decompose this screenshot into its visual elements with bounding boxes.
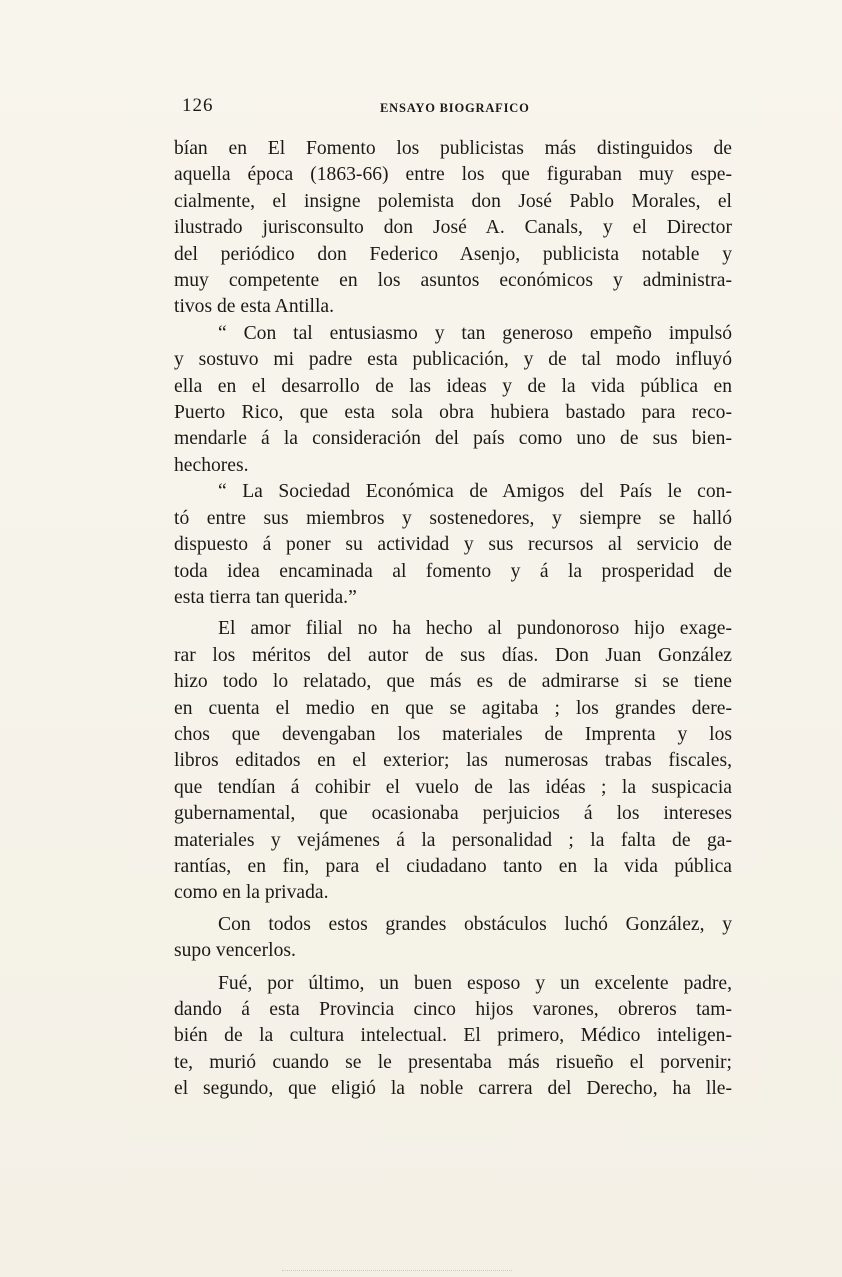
text-line: que tendían á cohibir el vuelo de las idéas ; la suspicacia (174, 776, 732, 798)
paragraph-5 (174, 912, 732, 965)
running-head: ENSAYO BIOGRAFICO (380, 101, 530, 115)
paragraph-1 (174, 136, 732, 321)
text-line: bién de la cultura intelectual. El primero, Médico inteligen- (174, 1025, 732, 1047)
text-line: aquella época (1863-66) entre los que figuraban muy espe- (174, 164, 732, 186)
text-line: materiales y vejámenes á la personalidad ; la falta de ga- (174, 829, 732, 851)
text-line: “ Con tal entusiasmo y tan generoso empeño impulsó (218, 322, 732, 344)
paragraph-4 (174, 616, 732, 906)
text-line: El amor filial no ha hecho al pundonoroso hijo exage- (218, 618, 732, 640)
text-line: hechores. (174, 454, 249, 476)
text-line: libros editados en el exterior; las numerosas trabas fiscales, (174, 750, 732, 772)
paragraph-6 (174, 971, 732, 1103)
text-line: muy competente en los asuntos económicos y administra- (174, 270, 732, 292)
text-line: bían en El Fomento los publicistas más distinguidos de (174, 138, 732, 159)
text-line: Con todos estos grandes obstáculos luchó González, y (218, 913, 732, 935)
text-line: dando á esta Provincia cinco hijos varones, obreros tam- (174, 999, 732, 1020)
text-line: toda idea encaminada al fomento y á la prosperidad de (174, 560, 732, 582)
page-number: 126 (182, 95, 214, 116)
text-line: rantías, en fin, para el ciudadano tanto en la vida pública (174, 855, 732, 877)
text-line: del periódico don Federico Asenjo, publicista notable y (174, 243, 732, 265)
page-header (174, 95, 732, 121)
text-line: cialmente, el insigne polemista don José Pablo Morales, el (174, 190, 732, 212)
text-line: tivos de esta Antilla. (174, 296, 334, 318)
text-line: ilustrado jurisconsulto don José A. Canals, y el Director (174, 217, 732, 239)
text-line: “ La Sociedad Económica de Amigos del País le con- (218, 481, 732, 503)
text-line: Puerto Rico, que esta sola obra hubiera bastado para reco- (174, 402, 732, 424)
text-line: Fué, por último, un buen esposo y un excelente padre, (218, 972, 732, 994)
text-line: el segundo, que eligió la noble carrera del Derecho, ha lle- (174, 1078, 732, 1100)
page-edge-mark (282, 1270, 512, 1275)
text-line: esta tierra tan querida.” (174, 586, 357, 608)
text-line: hizo todo lo relatado, que más es de admirarse si se tiene (174, 671, 732, 693)
text-line: rar los méritos del autor de sus días. Don Juan González (174, 644, 732, 666)
text-line: gubernamental, que ocasionaba perjuicios á los intereses (174, 803, 732, 825)
text-line: en cuenta el medio en que se agitaba ; los grandes dere- (174, 697, 732, 719)
text-line: como en la privada. (174, 882, 329, 904)
paragraph-3 (174, 479, 732, 611)
text-line: tó entre sus miembros y sostenedores, y siempre se halló (174, 507, 732, 529)
paragraph-2 (174, 321, 732, 479)
body-text (174, 136, 732, 1103)
text-line: y sostuvo mi padre esta publicación, y de tal modo influyó (174, 349, 732, 371)
text-line: supo vencerlos. (174, 940, 296, 962)
text-line: dispuesto á poner su actividad y sus recursos al servicio de (174, 534, 732, 556)
text-line: mendarle á la consideración del país como uno de sus bien- (174, 428, 732, 450)
text-line: te, murió cuando se le presentaba más risueño el porvenir; (174, 1051, 732, 1073)
text-line: ella en el desarrollo de las ideas y de la vida pública en (174, 375, 732, 397)
text-line: chos que devengaban los materiales de Imprenta y los (174, 723, 732, 745)
